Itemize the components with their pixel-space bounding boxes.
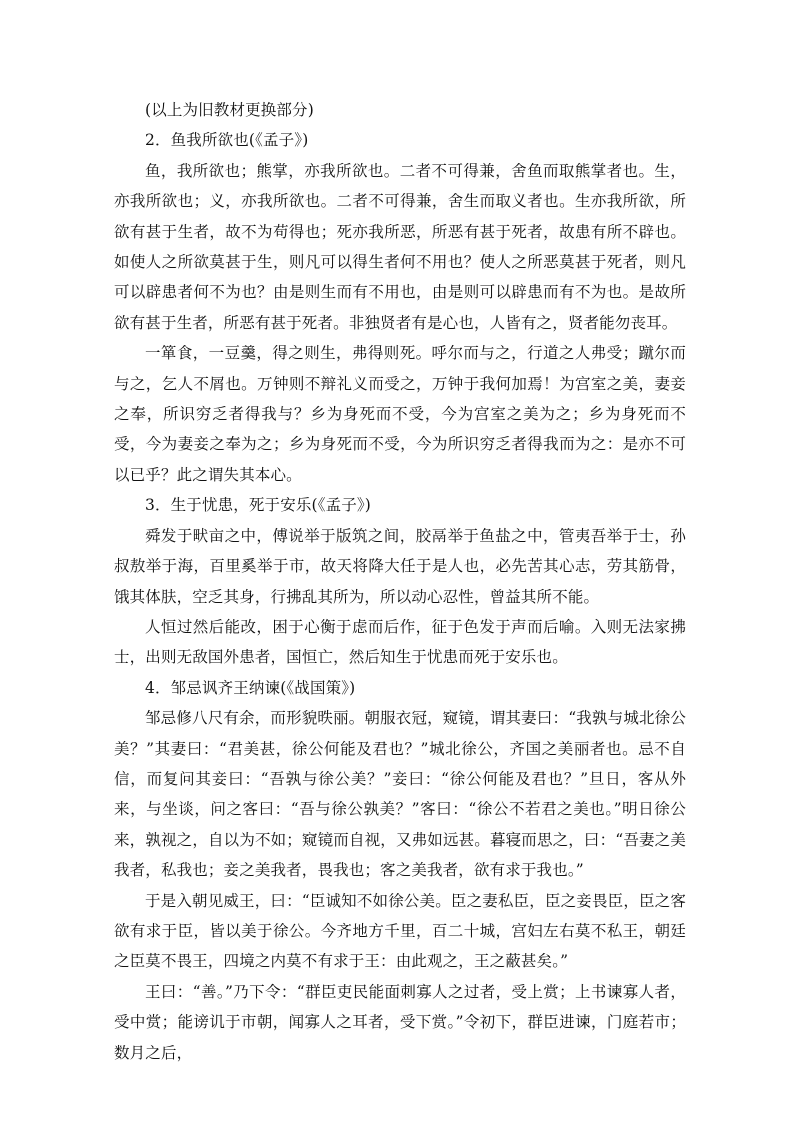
section-heading-zou-ji-feng-qi-wang: 4．邹忌讽齐王纳谏(《战国策》) xyxy=(145,678,356,697)
paragraph: 一箪食，一豆羹，得之则生，弗得则死。呼尔而与之，行道之人弗受；蹴尔而与之，乞人不屑也。万钟则不辩礼义而受之，万钟于我何加焉！为宫室之美，妻妾之奉，所识穷乏者得我与？乡为身死而不受，今为宫室之美为之；乡为身死而不受，今为妻妾之奉为之；乡为身死而不受，今为所识穷乏者得我而为之：是亦不可以已乎？此之谓失其本心。 xyxy=(114,344,686,484)
section-heading-sheng-yu-you-huan: 3．生于忧患，死于安乐(《孟子》) xyxy=(145,496,372,515)
paragraph: 王曰：“善。”乃下令：“群臣吏民能面刺寡人之过者，受上赏；上书谏寡人者，受中赏；能谤讥于市朝，闻寡人之耳者，受下赏。”令初下，群臣进谏，门庭若市；数月之后， xyxy=(114,982,686,1062)
paragraph: 鱼，我所欲也；熊掌，亦我所欲也。二者不可得兼，舍鱼而取熊掌者也。生，亦我所欲也；义，亦我所欲也。二者不可得兼，舍生而取义者也。生亦我所欲，所欲有甚于生者，故不为苟得也；死亦我所恶，所恶有甚于死者，故患有所不辟也。如使人之所欲莫甚于生，则凡可以得生者何不用也？使人之所恶莫甚于死者，则凡可以辟患者何不为也？由是则生而有不用也，由是则可以辟患而有不为也。是故所欲有甚于生者，所恶有甚于死者。非独贤者有是心也，人皆有之，贤者能勿丧耳。 xyxy=(114,161,686,332)
paragraph: 邹忌修八尺有余，而形貌昳丽。朝服衣冠，窥镜，谓其妻曰：“我孰与城北徐公美？”其妻曰：“君美甚，徐公何能及君也？”城北徐公，齐国之美丽者也。忌不自信，而复问其妾曰：“吾孰与徐公美？”妾曰：“徐公何能及君也？”旦日，客从外来，与坐谈，问之客曰：“吾与徐公孰美？”客曰：“徐公不若君之美也。”明日徐公来，孰视之，自以为不如；窥镜而自视，又弗如远甚。暮寝而思之，曰：“吾妻之美我者，私我也；妾之美我者，畏我也；客之美我者，欲有求于我也。” xyxy=(114,709,686,880)
paragraph: 人恒过然后能改，困于心衡于虑而后作，征于色发于声而后喻。入则无法家拂士，出则无敌国外患者，国恒亡，然后知生于忧患而死于安乐也。 xyxy=(114,617,686,667)
document-body xyxy=(114,95,686,1068)
section-heading-yu-wo-suo-yu-ye: 2．鱼我所欲也(《孟子》) xyxy=(145,131,309,150)
editorial-note: (以上为旧教材更换部分) xyxy=(145,101,314,119)
paragraph: 于是入朝见威王，曰：“臣诚知不如徐公美。臣之妻私臣，臣之妾畏臣，臣之客欲有求于臣，皆以美于徐公。今齐地方千里，百二十城，宫妇左右莫不私王，朝廷之臣莫不畏王，四境之内莫不有求于王：由此观之，王之蔽甚矣。” xyxy=(114,891,686,971)
paragraph: 舜发于畎亩之中，傅说举于版筑之间，胶鬲举于鱼盐之中，管夷吾举于士，孙叔敖举于海，百里奚举于市，故天将降大任于是人也，必先苦其心志，劳其筋骨，饿其体肤，空乏其身，行拂乱其所为，所以动心忍性，曾益其所不能。 xyxy=(114,526,686,606)
